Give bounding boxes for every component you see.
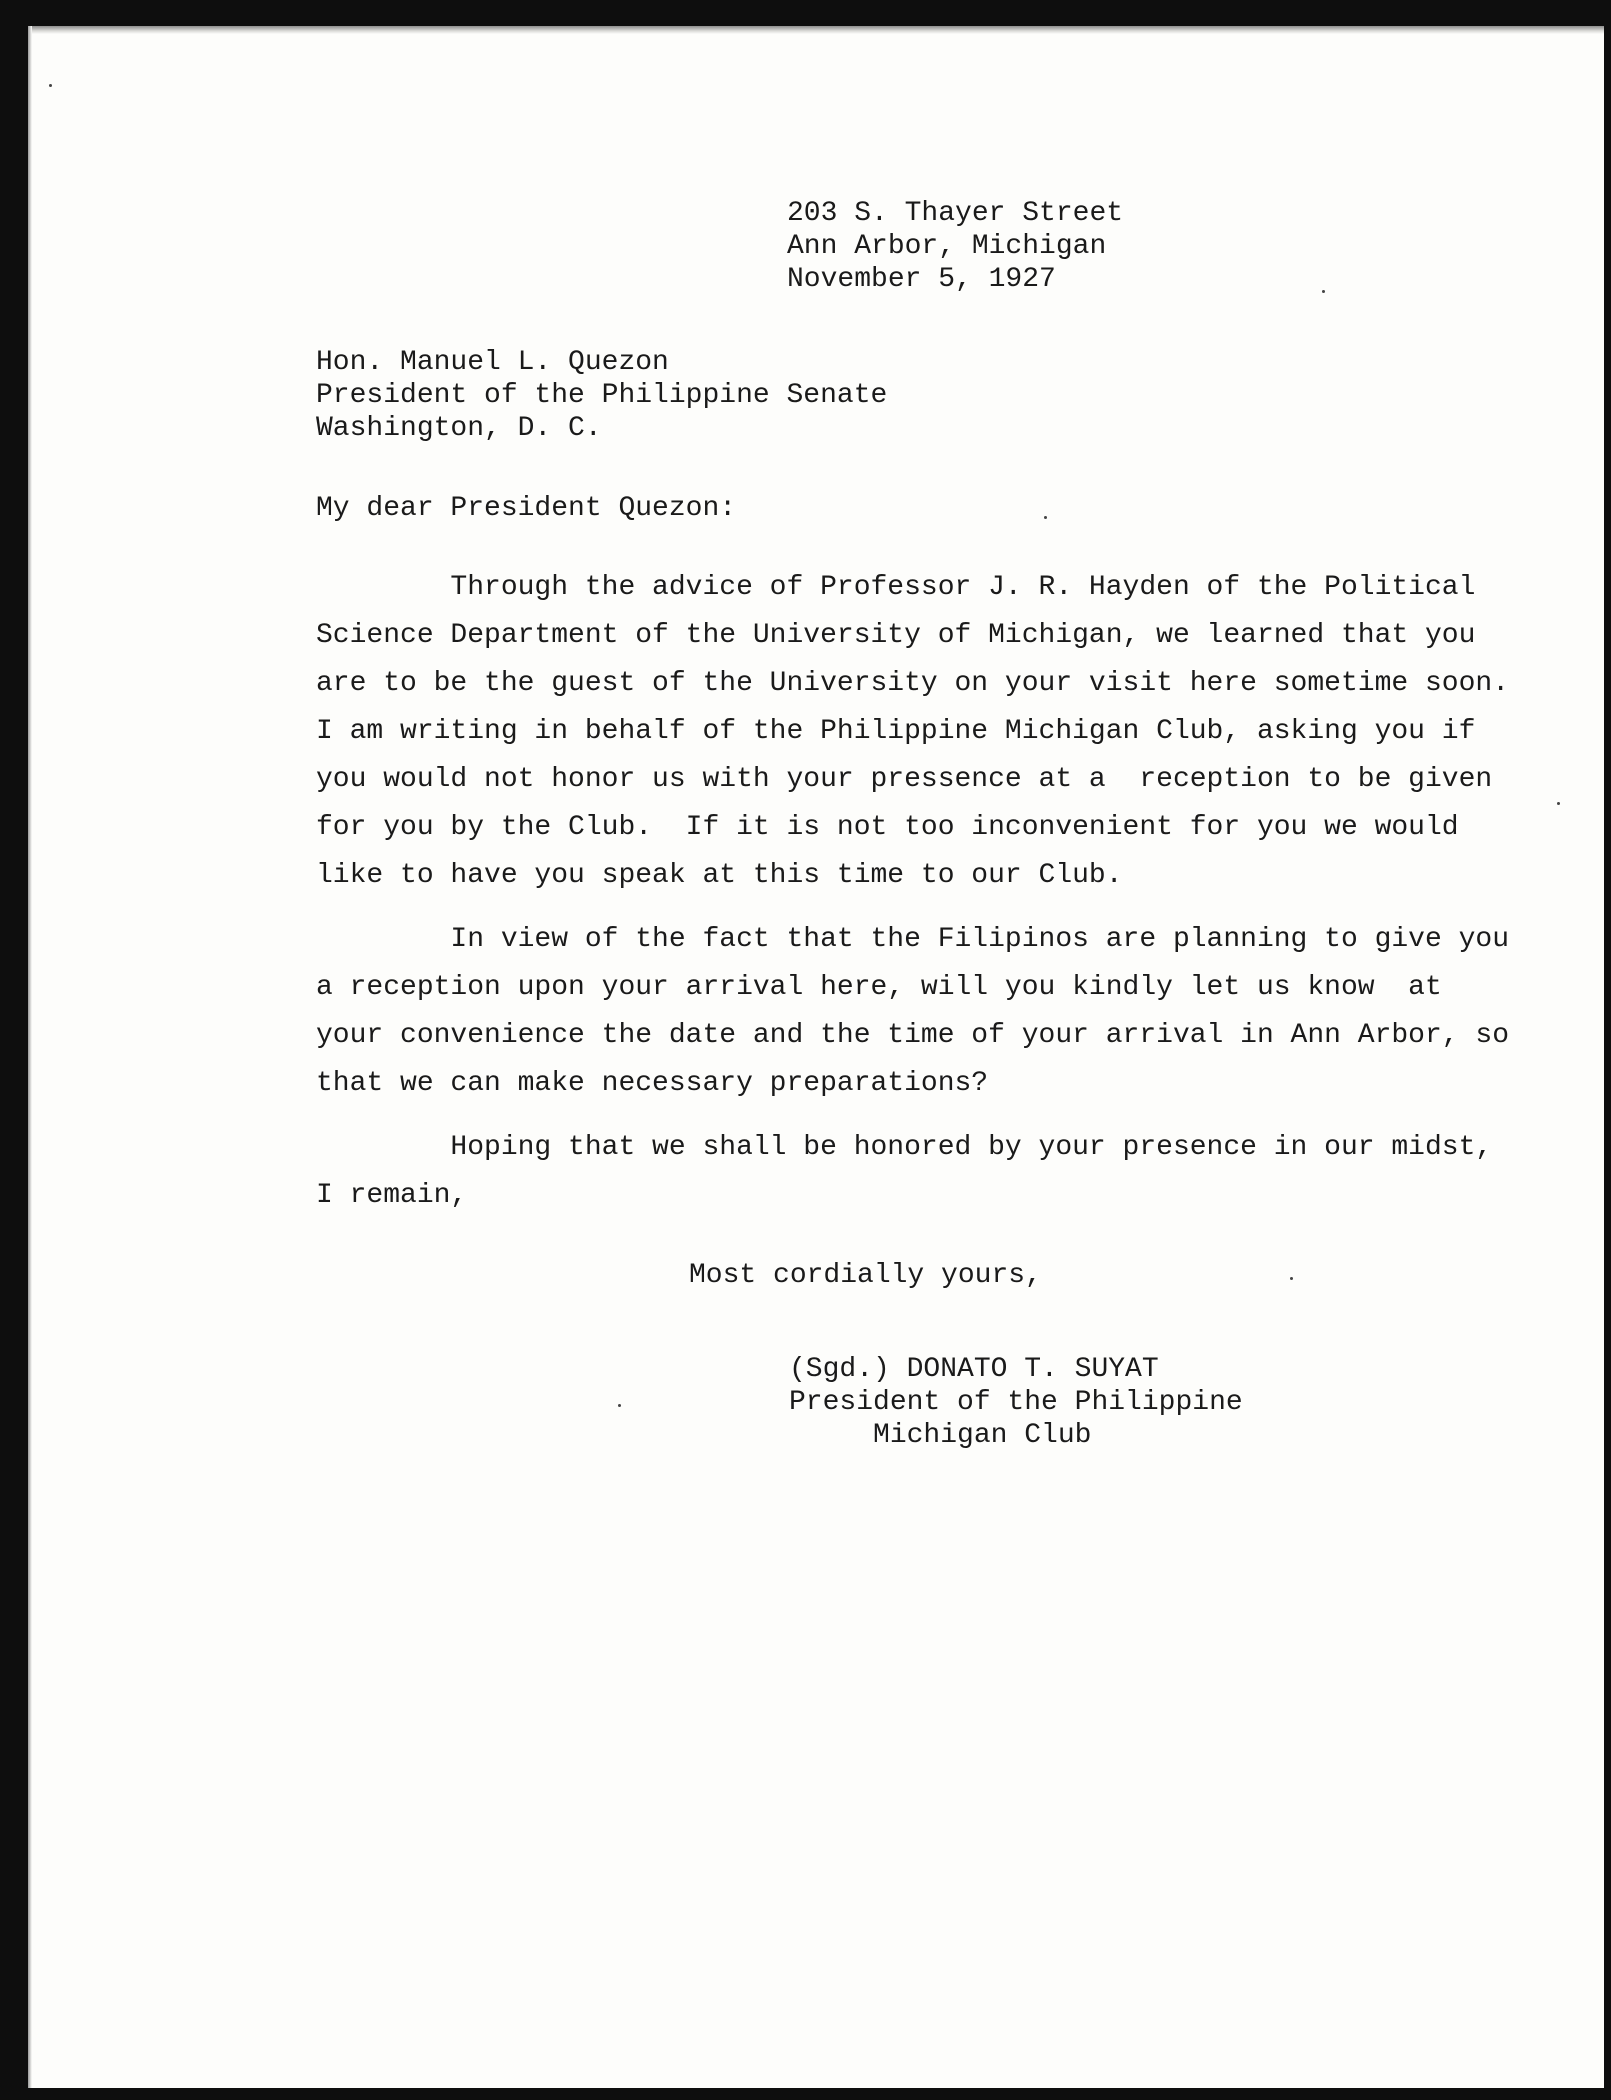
sender-city: Ann Arbor, Michigan [787,231,1107,262]
signature-title: President of the Philippine [789,1387,1243,1418]
recipient-title: President of the Philippine Senate [316,380,888,411]
sender-street: 203 S. Thayer Street [787,198,1124,229]
paragraph3-line: Hoping that we shall be honored by your presence in our midst, [316,1132,1493,1163]
letter-date: November 5, 1927 [787,264,1056,295]
scan-speck [1044,516,1047,519]
page-top-edge [28,26,1604,34]
paragraph1-line: are to be the guest of the University on your visit here sometime soon. [316,668,1509,699]
signature-name: (Sgd.) DONATO T. SUYAT [789,1354,1159,1385]
scan-speck [1322,290,1325,293]
salutation: My dear President Quezon: [316,493,737,524]
page-left-edge [28,26,32,2088]
letter-page [28,26,1604,2088]
paragraph1-line: Through the advice of Professor J. R. Hayden of the Political [316,572,1476,603]
paragraph2-line: your convenience the date and the time of your arrival in Ann Arbor, so [316,1020,1509,1051]
scan-speck [618,1404,621,1407]
scan-speck [1290,1277,1293,1280]
recipient-location: Washington, D. C. [316,413,602,444]
paragraph1-line: Science Department of the University of Michigan, we learned that you [316,620,1476,651]
paragraph1-line: I am writing in behalf of the Philippine Michigan Club, asking you if [316,716,1476,747]
recipient-name: Hon. Manuel L. Quezon [316,347,669,378]
signature-organization: Michigan Club [789,1420,1092,1451]
paragraph2-line: In view of the fact that the Filipinos are planning to give you [316,924,1509,955]
paragraph2-line: a reception upon your arrival here, will you kindly let us know at [316,972,1442,1003]
paragraph1-line: like to have you speak at this time to our Club. [316,860,1123,891]
paragraph1-line: you would not honor us with your pressence at a reception to be given [316,764,1493,795]
paragraph1-line: for you by the Club. If it is not too inconvenient for you we would [316,812,1459,843]
closing: Most cordially yours, [689,1260,1042,1291]
scan-speck [1557,802,1560,805]
paragraph2-line: that we can make necessary preparations? [316,1068,989,1099]
paragraph3-line: I remain, [316,1180,468,1211]
scan-speck [49,84,52,87]
